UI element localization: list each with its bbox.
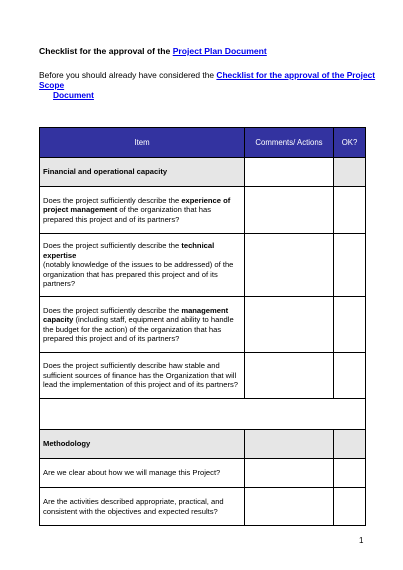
section-ok-cell bbox=[334, 430, 366, 459]
ok-cell[interactable] bbox=[334, 353, 366, 399]
section-ok-cell bbox=[334, 158, 366, 187]
section-row-financial bbox=[40, 158, 366, 187]
item-cell: Does the project sufficiently describe haw stable and sufficient sources of finance has the Organization that will lead the implementation of this project and of its partners? bbox=[40, 353, 245, 399]
comments-cell[interactable] bbox=[245, 488, 334, 526]
comments-cell[interactable] bbox=[245, 187, 334, 234]
header-comments: Comments/ Actions bbox=[245, 128, 334, 158]
section-title: Financial and operational capacity bbox=[40, 158, 245, 187]
ok-cell[interactable] bbox=[334, 234, 366, 297]
checklist-table bbox=[39, 127, 366, 526]
ok-cell[interactable] bbox=[334, 187, 366, 234]
table-row bbox=[40, 187, 366, 234]
item-cell: Does the project sufficiently describe the experience of project management of the organization that has prepared this project and of its partners? bbox=[40, 187, 245, 234]
spacer-cell bbox=[245, 399, 334, 430]
page-number: 1 bbox=[359, 536, 364, 545]
table-row bbox=[40, 234, 366, 297]
table-row bbox=[40, 459, 366, 488]
table-row bbox=[40, 297, 366, 353]
project-scope-link-cont[interactable]: Document bbox=[53, 90, 94, 100]
spacer-cell bbox=[334, 399, 366, 430]
project-plan-link[interactable]: Project Plan Document bbox=[172, 46, 267, 56]
spacer-cell bbox=[40, 399, 245, 430]
table-row bbox=[40, 488, 366, 526]
comments-cell[interactable] bbox=[245, 459, 334, 488]
item-cell: Does the project sufficiently describe the management capacity (including staff, equipment and ability to handle the budget for the action) of the organization that has prepared this project and of its partners? bbox=[40, 297, 245, 353]
section-row-methodology bbox=[40, 430, 366, 459]
comments-cell[interactable] bbox=[245, 297, 334, 353]
ok-cell[interactable] bbox=[334, 459, 366, 488]
document-title bbox=[39, 46, 267, 56]
header-item: Item bbox=[40, 128, 245, 158]
header-ok: OK? bbox=[334, 128, 366, 158]
table-header-row bbox=[40, 128, 366, 158]
item-cell: Are the activities described appropriate, practical, and consistent with the objectives and expected results? bbox=[40, 488, 245, 526]
ok-cell[interactable] bbox=[334, 297, 366, 353]
ok-cell[interactable] bbox=[334, 488, 366, 526]
comments-cell[interactable] bbox=[245, 353, 334, 399]
section-comments-cell bbox=[245, 430, 334, 459]
section-title: Methodology bbox=[40, 430, 245, 459]
section-comments-cell bbox=[245, 158, 334, 187]
item-cell: Are we clear about how we will manage this Project? bbox=[40, 459, 245, 488]
item-cell: Does the project sufficiently describe the technical expertise (notably knowledge of the issues to be addressed) of the organization that has prepared this project and of its partners? bbox=[40, 234, 245, 297]
title-prefix: Checklist for the approval of the bbox=[39, 46, 173, 56]
intro-paragraph bbox=[39, 70, 379, 100]
table-row bbox=[40, 353, 366, 399]
project-scope-link[interactable]: Checklist for the approval of the Project Scope bbox=[39, 70, 376, 90]
intro-text: Before you should already have considered the bbox=[39, 70, 217, 80]
spacer-row bbox=[40, 399, 366, 430]
comments-cell[interactable] bbox=[245, 234, 334, 297]
